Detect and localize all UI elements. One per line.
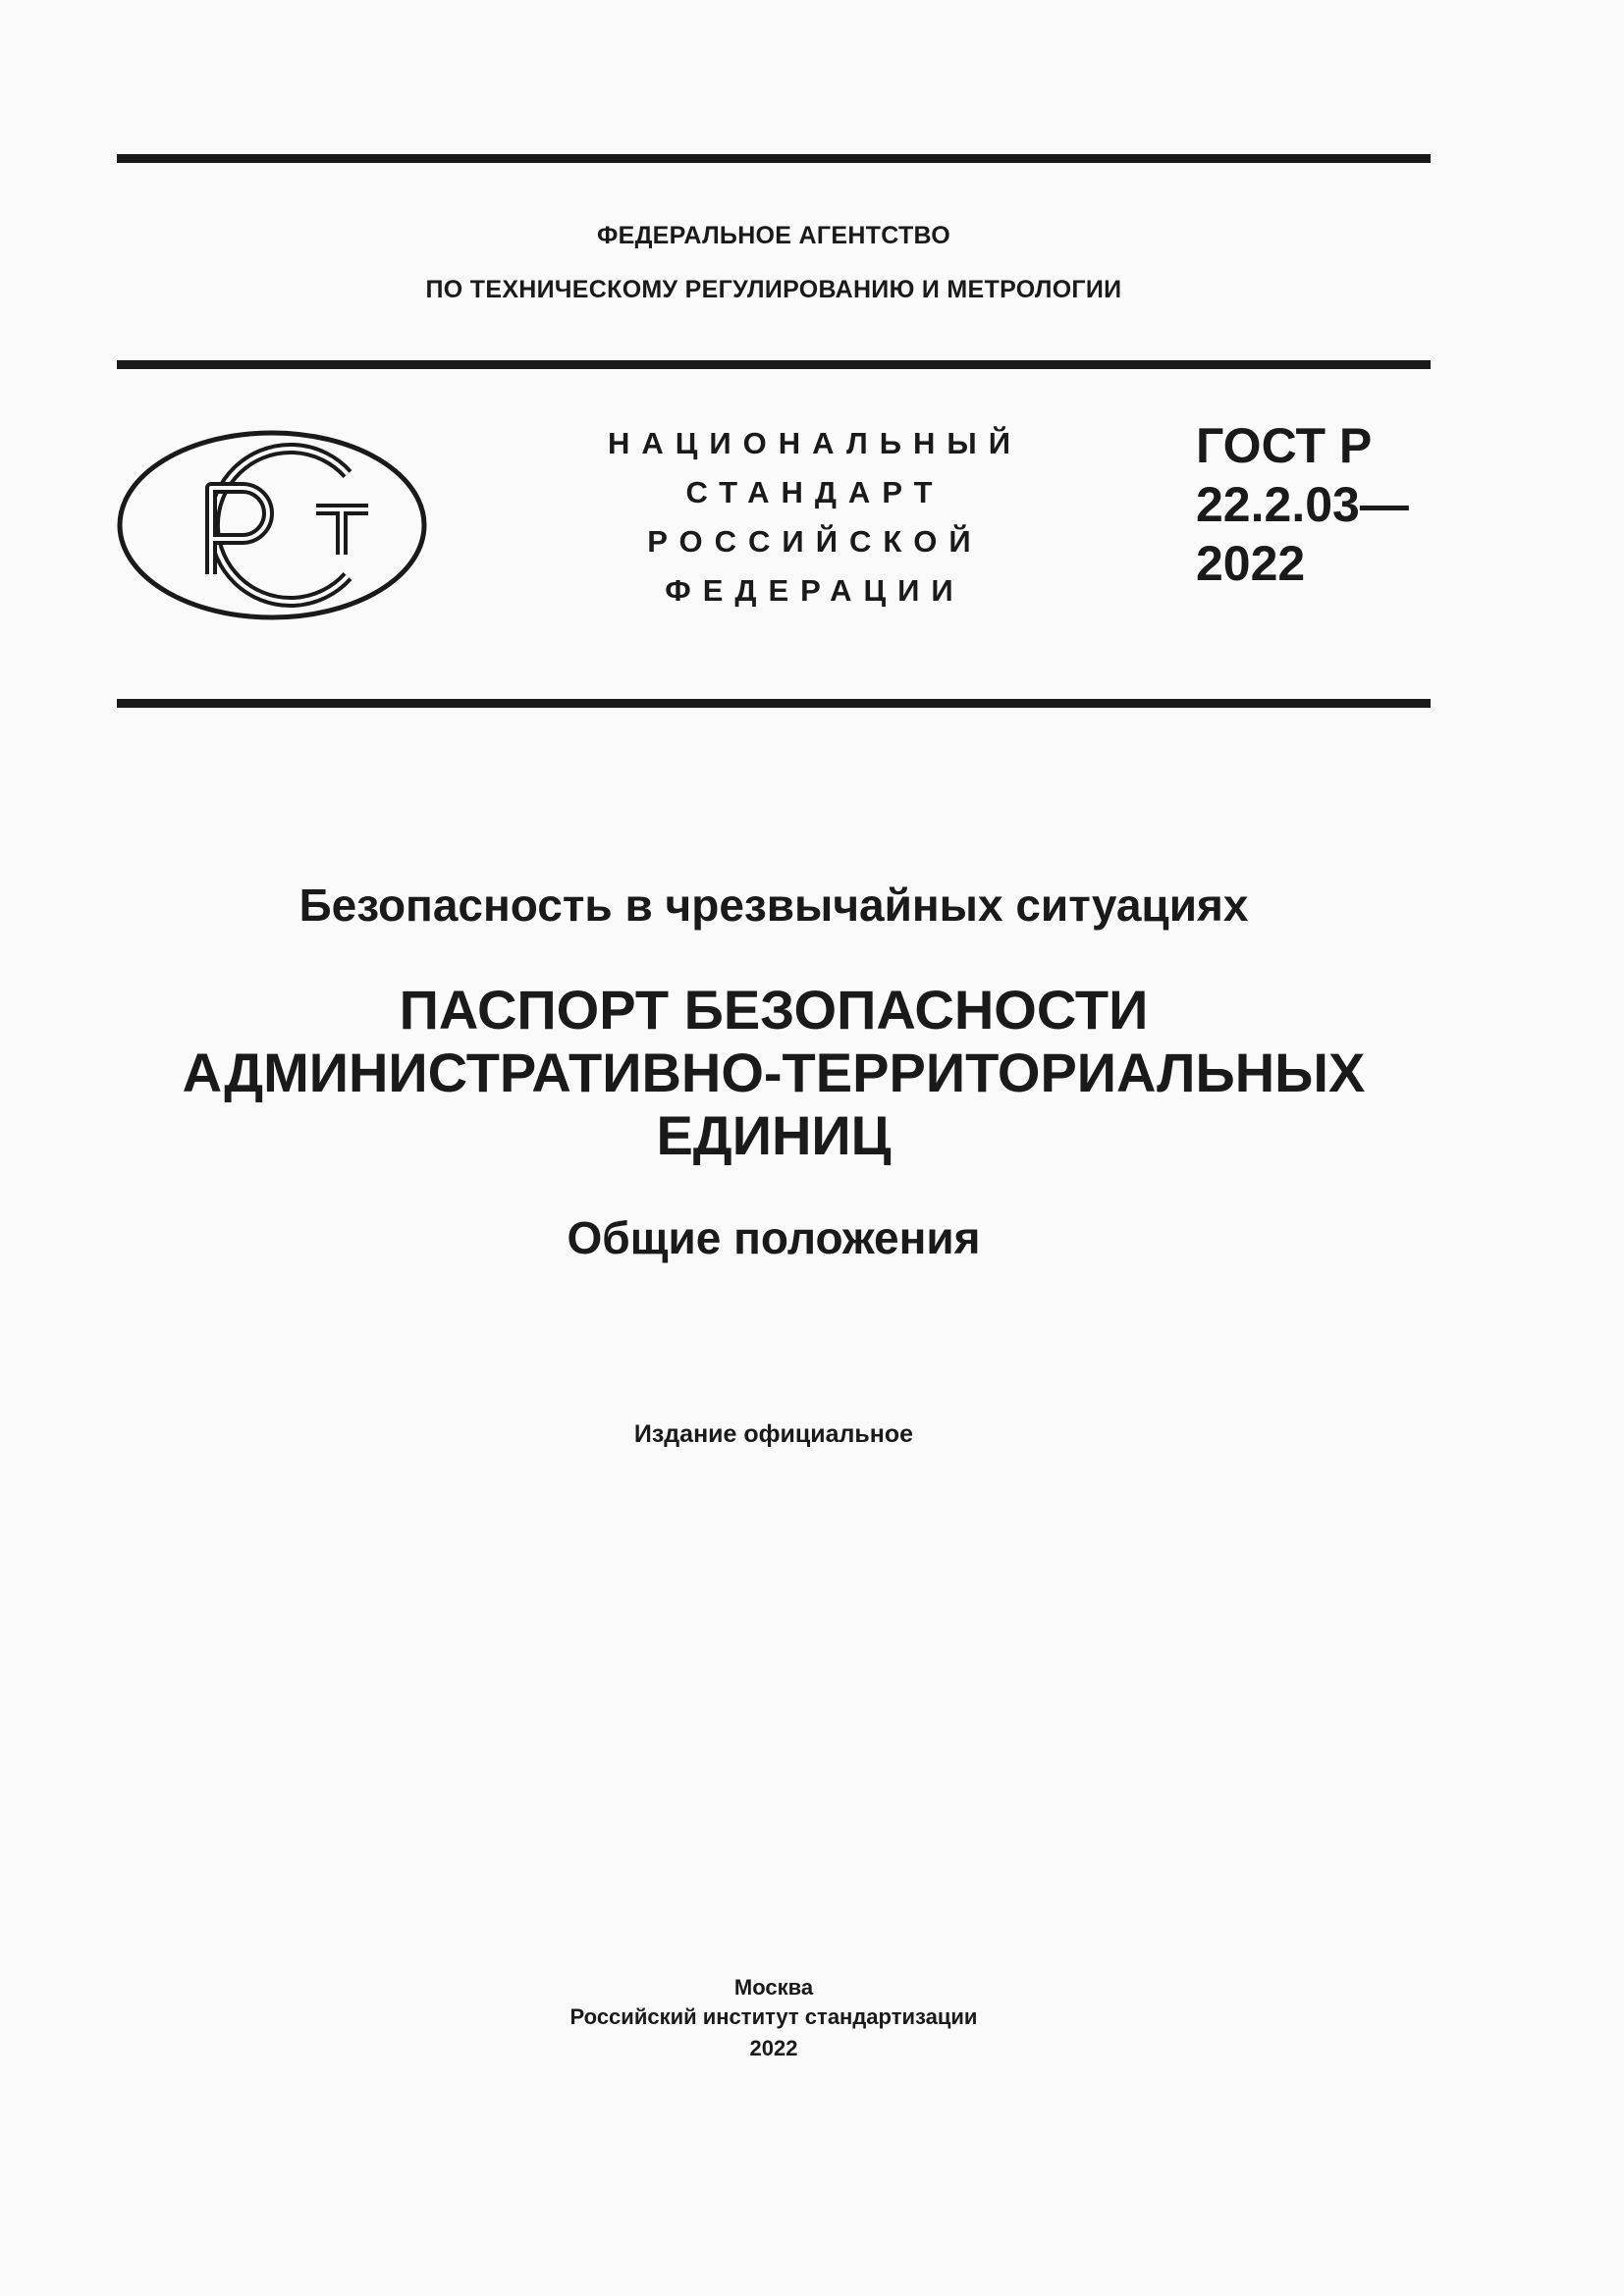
- document-subtitle: Общие положения: [567, 1212, 981, 1263]
- edition-note: Издание официальное: [633, 1420, 914, 1448]
- middle-rule: [117, 360, 1431, 369]
- rst-certification-mark-icon: [117, 429, 427, 621]
- standard-type-line-4: ФЕДЕРАЦИИ: [665, 573, 965, 608]
- document-subject: Безопасность в чрезвычайных ситуациях: [298, 880, 1249, 931]
- designation-line-3: 2022: [1196, 536, 1306, 591]
- publication-city: Москва: [733, 1975, 814, 2000]
- agency-name-line-2: ПО ТЕХНИЧЕСКОМУ РЕГУЛИРОВАНИЮ И МЕТРОЛОГИИ: [425, 276, 1122, 303]
- document-title: [117, 979, 1431, 1167]
- bottom-rule: [117, 699, 1431, 708]
- standard-designation: [1196, 416, 1432, 593]
- title-line-1: ПАСПОРТ БЕЗОПАСНОСТИ: [399, 979, 1149, 1041]
- top-rule: [117, 154, 1431, 163]
- title-line-2: АДМИНИСТРАТИВНО-ТЕРРИТОРИАЛЬНЫХ: [182, 1041, 1366, 1103]
- designation-line-1: ГОСТ Р: [1196, 418, 1373, 473]
- publisher-name: Российский институт стандартизации: [569, 2004, 978, 2029]
- standard-type-line-2: СТАНДАРТ: [685, 475, 945, 509]
- standard-type-line-1: НАЦИОНАЛЬНЫЙ: [607, 426, 1023, 460]
- standard-type-line-3: РОССИЙСКОЙ: [647, 524, 983, 559]
- agency-name-line-1: ФЕДЕРАЛЬНОЕ АГЕНТСТВО: [596, 222, 951, 249]
- publication-year: 2022: [749, 2036, 798, 2060]
- title-line-3: ЕДИНИЦ: [656, 1104, 892, 1166]
- designation-line-2: 22.2.03—: [1196, 477, 1409, 532]
